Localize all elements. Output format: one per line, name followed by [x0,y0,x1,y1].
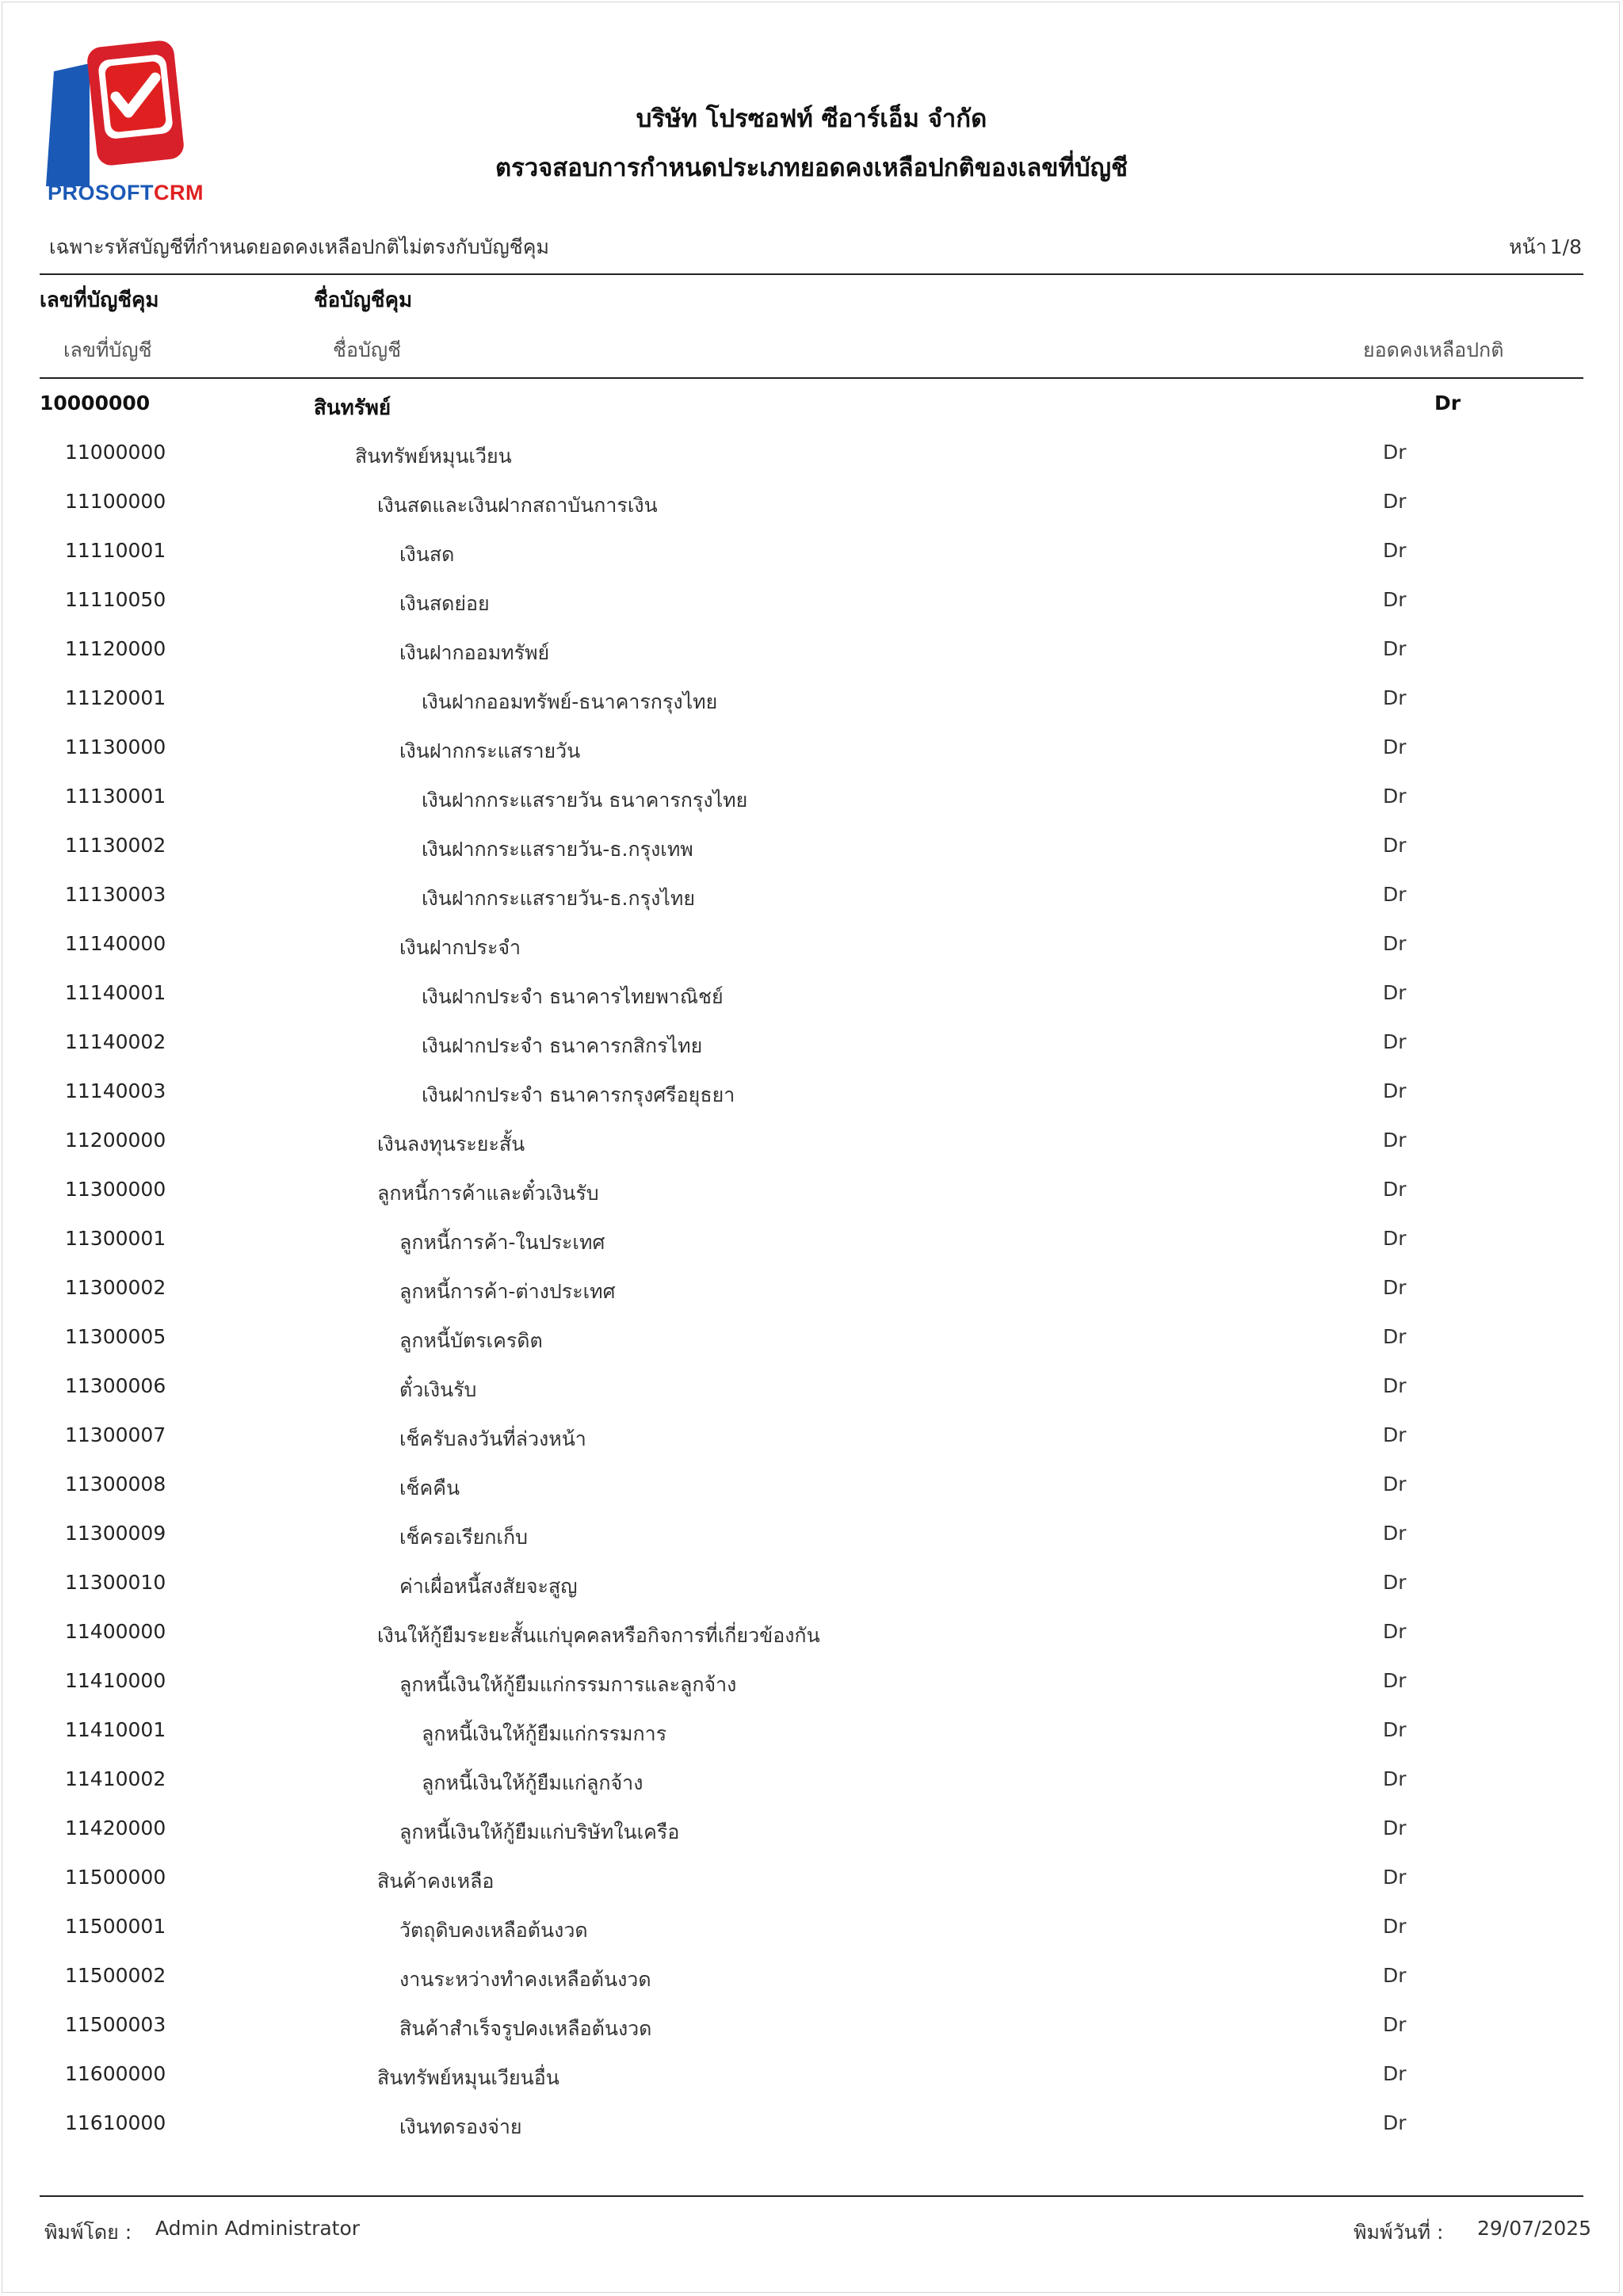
account-code: 11300008 [65,1473,166,1496]
normal-balance: Dr [1383,1866,1407,1889]
table-row [0,1999,1623,2048]
account-code: 11300001 [65,1227,166,1250]
table-row [0,819,1623,869]
account-name: เงินสดและเงินฝากสถาบันการเงิน [377,494,658,517]
header-rule-top [40,273,1583,275]
account-name: ลูกหนี้เงินให้กู้ยืมแก่ลูกจ้าง [422,1771,643,1794]
account-name: เงินฝากกระแสรายวัน-ธ.กรุงเทพ [422,838,693,861]
account-code: 11610000 [65,2111,166,2134]
account-code: 11110001 [65,539,166,562]
account-name: สินค้าสำเร็จรูปคงเหลือต้นงวด [399,2017,652,2040]
table-row [0,1213,1623,1262]
normal-balance: Dr [1383,1030,1407,1053]
table-row [0,426,1623,476]
normal-balance: Dr [1383,686,1407,709]
account-name: ลูกหนี้เงินให้กู้ยืมแก่กรรมการและลูกจ้าง [399,1673,737,1696]
company-name: บริษัท โปรซอฟท์ ซีอาร์เอ็ม จำกัด [636,105,987,133]
account-name: งานระหว่างทำคงเหลือต้นงวด [399,1968,651,1991]
account-name: เงินฝากกระแสรายวัน [399,739,581,762]
account-code: 11500001 [65,1915,166,1938]
printed-date-label: พิมพ์วันที่ : [1354,2221,1444,2244]
account-code: 11500002 [65,1964,166,1987]
account-name: เงินฝากประจำ ธนาคารกรุงศรีอยุธยา [422,1083,735,1106]
account-code: 11300000 [65,1178,166,1201]
table-row [0,1851,1623,1901]
account-code: 11410001 [65,1718,166,1741]
logo-text-crm: CRM [154,181,204,204]
table-row [0,2097,1623,2146]
normal-balance: Dr [1383,490,1407,513]
table-row [0,1114,1623,1163]
normal-balance: Dr [1383,1129,1407,1152]
account-name: เงินสด [399,543,455,566]
account-name: เงินฝากประจำ ธนาคารไทยพาณิชย์ [422,985,724,1008]
normal-balance: Dr [1383,2111,1407,2134]
table-row [0,672,1623,721]
footer-rule [40,2195,1583,2197]
account-name: สินค้าคงเหลือ [377,1870,495,1893]
table-row [0,770,1623,819]
account-name: เงินทดรองจ่าย [399,2115,522,2138]
normal-balance: Dr [1383,1964,1407,1987]
col-control-name: ชื่อบัญชีคุม [314,288,413,312]
normal-balance: Dr [1383,1767,1407,1790]
normal-balance: Dr [1383,2062,1407,2085]
table-row [0,967,1623,1016]
account-code: 11130003 [65,883,166,906]
table-row [0,1802,1623,1851]
table-row [0,623,1623,672]
normal-balance: Dr [1383,932,1407,955]
account-name: ลูกหนี้การค้าและตั๋วเงินรับ [377,1182,599,1205]
normal-balance: Dr [1383,539,1407,562]
table-row [0,1901,1623,1950]
table-row [0,918,1623,967]
table-row [0,1655,1623,1704]
account-code: 11300006 [65,1374,166,1397]
table-row [0,1409,1623,1458]
filter-note: เฉพาะรหัสบัญชีที่กำหนดยอดคงเหลือปกติไม่ตรงกับบัญชีคุม [49,235,549,258]
table-row [0,1704,1623,1753]
normal-balance: Dr [1383,1276,1407,1299]
printed-by: Admin Administrator [155,2217,361,2240]
account-code: 11130002 [65,834,166,857]
account-name: เช็คคืน [399,1477,460,1499]
account-code: 11410000 [65,1669,166,1692]
account-code: 11300010 [65,1571,166,1594]
normal-balance: Dr [1383,1227,1407,1250]
col-account-name: ชื่อบัญชี [333,338,402,361]
account-code: 11140003 [65,1079,166,1102]
account-code: 11000000 [65,441,166,464]
table-row [0,869,1623,918]
account-code: 11140001 [65,981,166,1004]
report-title: ตรวจสอบการกำหนดประเภทยอดคงเหลือปกติของเลขที่บัญชี [495,154,1128,182]
normal-balance: Dr [1383,834,1407,857]
table-row [0,377,1623,426]
page-value: 1/8 [1549,235,1582,258]
normal-balance: Dr [1383,1178,1407,1201]
account-code: 11200000 [65,1129,166,1152]
table-row [0,1753,1623,1802]
normal-balance: Dr [1383,588,1407,611]
normal-balance: Dr [1383,785,1407,808]
table-row [0,476,1623,525]
account-name: เงินฝากประจำ [399,936,521,959]
account-name: เงินให้กู้ยืมระยะสั้นแก่บุคคลหรือกิจการที่เกี่ยวข้องกัน [377,1624,820,1647]
table-row [0,1311,1623,1360]
account-code: 11130000 [65,735,166,758]
account-name: ตั๋วเงินรับ [399,1378,477,1401]
account-name: ลูกหนี้บัตรเครดิต [399,1329,543,1352]
account-code: 11110050 [65,588,166,611]
printed-by-label: พิมพ์โดย : [44,2221,132,2244]
account-code: 11300002 [65,1276,166,1299]
account-code: 11420000 [65,1817,166,1839]
account-list [0,377,1623,2146]
table-row [0,1950,1623,1999]
normal-balance: Dr [1383,735,1407,758]
account-name: สินทรัพย์หมุนเวียนอื่น [377,2066,559,2089]
account-name: เช็ครอเรียกเก็บ [399,1526,528,1549]
account-code: 11120000 [65,637,166,660]
account-name: เงินฝากกระแสรายวัน ธนาคารกรุงไทย [422,789,748,812]
normal-balance: Dr [1383,883,1407,906]
normal-balance: Dr [1383,1718,1407,1741]
table-row [0,1458,1623,1507]
table-row [0,574,1623,623]
account-name: สินทรัพย์ [314,396,391,420]
normal-balance: Dr [1383,1620,1407,1643]
table-row [0,721,1623,770]
account-name: ลูกหนี้การค้า-ในประเทศ [399,1231,605,1254]
normal-balance: Dr [1383,2013,1407,2036]
account-name: ค่าเผื่อหนี้สงสัยจะสูญ [399,1575,578,1598]
account-code: 11400000 [65,1620,166,1643]
normal-balance: Dr [1383,1817,1407,1839]
account-code: 11300009 [65,1522,166,1545]
account-code: 11410002 [65,1767,166,1790]
normal-balance: Dr [1383,1325,1407,1348]
table-row [0,1262,1623,1311]
table-row [0,1557,1623,1606]
account-name: ลูกหนี้เงินให้กู้ยืมแก่บริษัทในเครือ [399,1820,680,1843]
table-row [0,1065,1623,1114]
account-name: เงินสดย่อย [399,592,490,615]
table-row [0,1360,1623,1409]
account-code: 10000000 [40,392,151,415]
account-code: 11500003 [65,2013,166,2036]
account-code: 11300005 [65,1325,166,1348]
normal-balance: Dr [1383,1079,1407,1102]
account-code: 11100000 [65,490,166,513]
table-row [0,1507,1623,1557]
table-row [0,1163,1623,1213]
normal-balance: Dr [1383,1423,1407,1446]
normal-balance: Dr [1383,1571,1407,1594]
account-name: ลูกหนี้เงินให้กู้ยืมแก่กรรมการ [422,1722,667,1745]
table-row [0,1606,1623,1655]
account-name: สินทรัพย์หมุนเวียน [355,445,512,468]
normal-balance: Dr [1383,1473,1407,1496]
normal-balance: Dr [1383,981,1407,1004]
table-row [0,1016,1623,1065]
account-name: วัตถุดิบคงเหลือต้นงวด [399,1919,588,1942]
account-name: เงินฝากกระแสรายวัน-ธ.กรุงไทย [422,887,695,910]
table-row [0,525,1623,574]
normal-balance: Dr [1383,1915,1407,1938]
account-code: 11130001 [65,785,166,808]
account-code: 11300007 [65,1423,166,1446]
table-row [0,2048,1623,2097]
page-number [1506,231,1582,263]
page-label: หน้า [1509,235,1547,258]
col-control-code: เลขที่บัญชีคุม [40,288,159,312]
normal-balance: Dr [1383,637,1407,660]
account-code: 11500000 [65,1866,166,1889]
normal-balance: Dr [1383,1669,1407,1692]
account-code: 11140002 [65,1030,166,1053]
printed-date: 29/07/2025 [1477,2217,1592,2240]
normal-balance: Dr [1383,441,1407,464]
normal-balance: Dr [1383,1374,1407,1397]
logo-text-prosoft: PROSOFT [48,181,155,204]
col-normal-balance: ยอดคงเหลือปกติ [1363,338,1504,361]
account-code: 11120001 [65,686,166,709]
normal-balance: Dr [1434,392,1461,415]
account-name: เงินลงทุนระยะสั้น [377,1133,525,1156]
account-code: 11140000 [65,932,166,955]
account-name: ลูกหนี้การค้า-ต่างประเทศ [399,1280,616,1303]
account-name: เช็ครับลงวันที่ล่วงหน้า [399,1427,586,1450]
col-account-code: เลขที่บัญชี [63,338,152,361]
account-code: 11600000 [65,2062,166,2085]
normal-balance: Dr [1383,1522,1407,1545]
account-name: เงินฝากออมทรัพย์ [399,641,550,664]
account-name: เงินฝากประจำ ธนาคารกสิกรไทย [422,1034,703,1057]
account-name: เงินฝากออมทรัพย์-ธนาคารกรุงไทย [422,690,718,713]
